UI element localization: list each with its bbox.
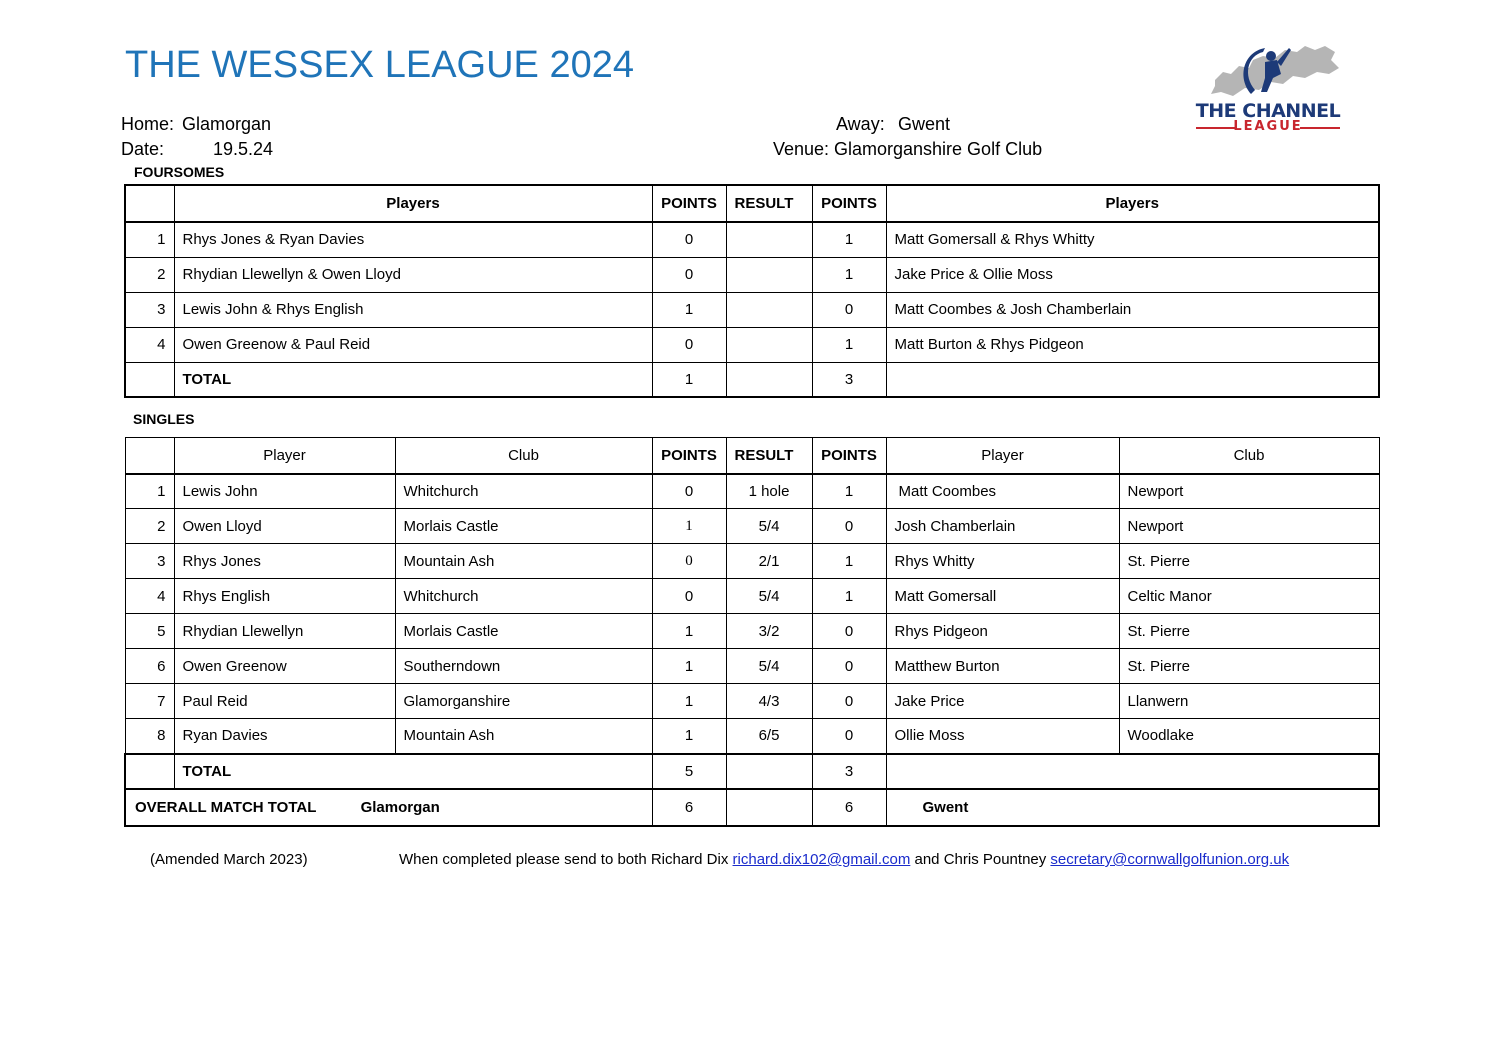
away-points: 1: [812, 257, 886, 292]
away-club: Newport: [1119, 474, 1379, 509]
header-points-right: POINTS: [812, 438, 886, 474]
home-points: 1: [652, 614, 726, 649]
away-player: Jake Price: [886, 684, 1119, 719]
total-home-points: 1: [652, 362, 726, 397]
home-value: Glamorgan: [182, 114, 272, 134]
overall-away-points: 6: [812, 789, 886, 826]
row-number: 3: [125, 292, 174, 327]
away-points: 1: [812, 579, 886, 614]
row-number: 7: [125, 684, 174, 719]
result: [726, 222, 812, 257]
row-number: 1: [125, 474, 174, 509]
singles-total-row: [125, 754, 1379, 789]
foursomes-header-row: [125, 185, 1379, 222]
empty-cell: [125, 754, 174, 789]
total-home-points: 5: [652, 754, 726, 789]
result: 5/4: [726, 649, 812, 684]
overall-label-cell: [125, 789, 652, 826]
result: [726, 257, 812, 292]
overall-total-row: [125, 789, 1379, 826]
home-club: Morlais Castle: [395, 509, 652, 544]
total-away-points: 3: [812, 362, 886, 397]
home-club: Whitchurch: [395, 474, 652, 509]
singles-table: [124, 437, 1380, 827]
away-club: St. Pierre: [1119, 649, 1379, 684]
foursomes-heading: FOURSOMES: [134, 164, 225, 180]
home-player: Paul Reid: [174, 684, 395, 719]
away-points: 0: [812, 719, 886, 754]
result: 6/5: [726, 719, 812, 754]
table-row: [125, 222, 1379, 257]
table-row: [125, 509, 1379, 544]
away-points: 1: [812, 222, 886, 257]
page-title: THE WESSEX LEAGUE 2024: [125, 44, 634, 86]
table-row: [125, 649, 1379, 684]
row-number: 2: [125, 257, 174, 292]
away-club: Celtic Manor: [1119, 579, 1379, 614]
send-instructions: [399, 851, 1289, 868]
singles-header-row: [125, 438, 1379, 474]
overall-home-points: 6: [652, 789, 726, 826]
table-row: [125, 474, 1379, 509]
away-points: 0: [812, 684, 886, 719]
away-club: Llanwern: [1119, 684, 1379, 719]
result: [726, 327, 812, 362]
row-number: 4: [125, 579, 174, 614]
logo-text-line2: LEAGUE: [1233, 119, 1303, 134]
header-player-left: Player: [174, 438, 395, 474]
result: 5/4: [726, 509, 812, 544]
row-number: 6: [125, 649, 174, 684]
home-points: 0: [652, 327, 726, 362]
row-number: 3: [125, 544, 174, 579]
away-player: Rhys Pidgeon: [886, 614, 1119, 649]
home-club: Mountain Ash: [395, 544, 652, 579]
home-player: Ryan Davies: [174, 719, 395, 754]
row-number: 2: [125, 509, 174, 544]
away-points: 1: [812, 474, 886, 509]
result: [726, 292, 812, 327]
amended-note: (Amended March 2023): [150, 851, 308, 868]
away-points: 0: [812, 509, 886, 544]
home-pair: Rhys Jones & Ryan Davies: [174, 222, 652, 257]
away-pair: Matt Gomersall & Rhys Whitty: [886, 222, 1379, 257]
empty-cell: [125, 362, 174, 397]
home-points: 0: [652, 579, 726, 614]
away-player: Josh Chamberlain: [886, 509, 1119, 544]
away-points: 0: [812, 614, 886, 649]
table-row: [125, 257, 1379, 292]
home-points: 0: [652, 257, 726, 292]
away-player: Matt Gomersall: [886, 579, 1119, 614]
away-club: Woodlake: [1119, 719, 1379, 754]
home-pair: Rhydian Llewellyn & Owen Lloyd: [174, 257, 652, 292]
away-points: 0: [812, 649, 886, 684]
overall-label: OVERALL MATCH TOTAL: [135, 798, 317, 816]
total-label: TOTAL: [174, 754, 652, 789]
home-club: Southerndown: [395, 649, 652, 684]
away-club: St. Pierre: [1119, 544, 1379, 579]
and-text: and Chris Pountney: [914, 851, 1047, 868]
away-points: 1: [812, 327, 886, 362]
home-player: Owen Greenow: [174, 649, 395, 684]
home-club: Mountain Ash: [395, 719, 652, 754]
overall-away-team: Gwent: [886, 789, 1379, 826]
home-points: 0: [652, 544, 726, 579]
table-row: [125, 684, 1379, 719]
away-club: St. Pierre: [1119, 614, 1379, 649]
header-players-left: Players: [174, 185, 652, 222]
home-points: 1: [652, 719, 726, 754]
overall-home-team: Glamorgan: [360, 798, 440, 816]
result: 5/4: [726, 579, 812, 614]
home-pair: Lewis John & Rhys English: [174, 292, 652, 327]
header-points-right: POINTS: [812, 185, 886, 222]
away-player: Matthew Burton: [886, 649, 1119, 684]
date-value: 19.5.24: [213, 139, 274, 159]
away-points: 0: [812, 292, 886, 327]
away-club: Newport: [1119, 509, 1379, 544]
row-number: 4: [125, 327, 174, 362]
home-points: 1: [652, 649, 726, 684]
away-points: 1: [812, 544, 886, 579]
send-text: When completed please send to both Richard Dix: [399, 851, 729, 868]
header-result: RESULT: [726, 438, 812, 474]
venue-value: Glamorganshire Golf Club: [834, 139, 1043, 159]
table-row: [125, 544, 1379, 579]
header-number: [125, 438, 174, 474]
header-points-left: POINTS: [652, 438, 726, 474]
table-row: [125, 579, 1379, 614]
result: 3/2: [726, 614, 812, 649]
table-row: [125, 719, 1379, 754]
home-pair: Owen Greenow & Paul Reid: [174, 327, 652, 362]
empty-cell: [726, 789, 812, 826]
home-player: Rhydian Llewellyn: [174, 614, 395, 649]
table-row: [125, 292, 1379, 327]
row-number: 1: [125, 222, 174, 257]
row-number: 5: [125, 614, 174, 649]
header-number: [125, 185, 174, 222]
home-club: Morlais Castle: [395, 614, 652, 649]
empty-cell: [726, 754, 812, 789]
header-club-left: Club: [395, 438, 652, 474]
home-points: 1: [652, 684, 726, 719]
home-club: Whitchurch: [395, 579, 652, 614]
home-points: 0: [652, 222, 726, 257]
away-player: Matt Coombes: [886, 474, 1119, 509]
result: 4/3: [726, 684, 812, 719]
empty-cell: [886, 362, 1379, 397]
empty-cell: [726, 362, 812, 397]
table-row: [125, 327, 1379, 362]
home-label: Home:: [121, 114, 175, 134]
home-player: Rhys English: [174, 579, 395, 614]
home-club: Glamorganshire: [395, 684, 652, 719]
away-value: Gwent: [898, 114, 951, 134]
away-pair: Jake Price & Ollie Moss: [886, 257, 1379, 292]
total-label: TOTAL: [174, 362, 652, 397]
table-row: [125, 614, 1379, 649]
home-player: Rhys Jones: [174, 544, 395, 579]
total-away-points: 3: [812, 754, 886, 789]
header-result: RESULT: [726, 185, 812, 222]
empty-cell: [886, 754, 1379, 789]
header-players-right: Players: [886, 185, 1379, 222]
email-link-richard[interactable]: richard.dix102@gmail.com: [732, 851, 911, 868]
result: 1 hole: [726, 474, 812, 509]
home-points: 1: [652, 292, 726, 327]
home-points: 0: [652, 474, 726, 509]
home-player: Owen Lloyd: [174, 509, 395, 544]
away-player: Ollie Moss: [886, 719, 1119, 754]
header-club-right: Club: [1119, 438, 1379, 474]
away-player: Rhys Whitty: [886, 544, 1119, 579]
foursomes-table: [124, 184, 1380, 398]
date-label: Date:: [121, 139, 165, 159]
header-points-left: POINTS: [652, 185, 726, 222]
away-label: Away:: [836, 114, 885, 134]
away-pair: Matt Coombes & Josh Chamberlain: [886, 292, 1379, 327]
row-number: 8: [125, 719, 174, 754]
singles-heading: SINGLES: [133, 411, 195, 427]
venue-label: Venue:: [773, 139, 830, 159]
logo-text-line1: THE CHANNEL: [1195, 100, 1341, 122]
header-player-right: Player: [886, 438, 1119, 474]
away-pair: Matt Burton & Rhys Pidgeon: [886, 327, 1379, 362]
foursomes-total-row: [125, 362, 1379, 397]
result: 2/1: [726, 544, 812, 579]
home-player: Lewis John: [174, 474, 395, 509]
email-link-secretary[interactable]: secretary@cornwallgolfunion.org.uk: [1050, 851, 1290, 868]
home-points: 1: [652, 509, 726, 544]
